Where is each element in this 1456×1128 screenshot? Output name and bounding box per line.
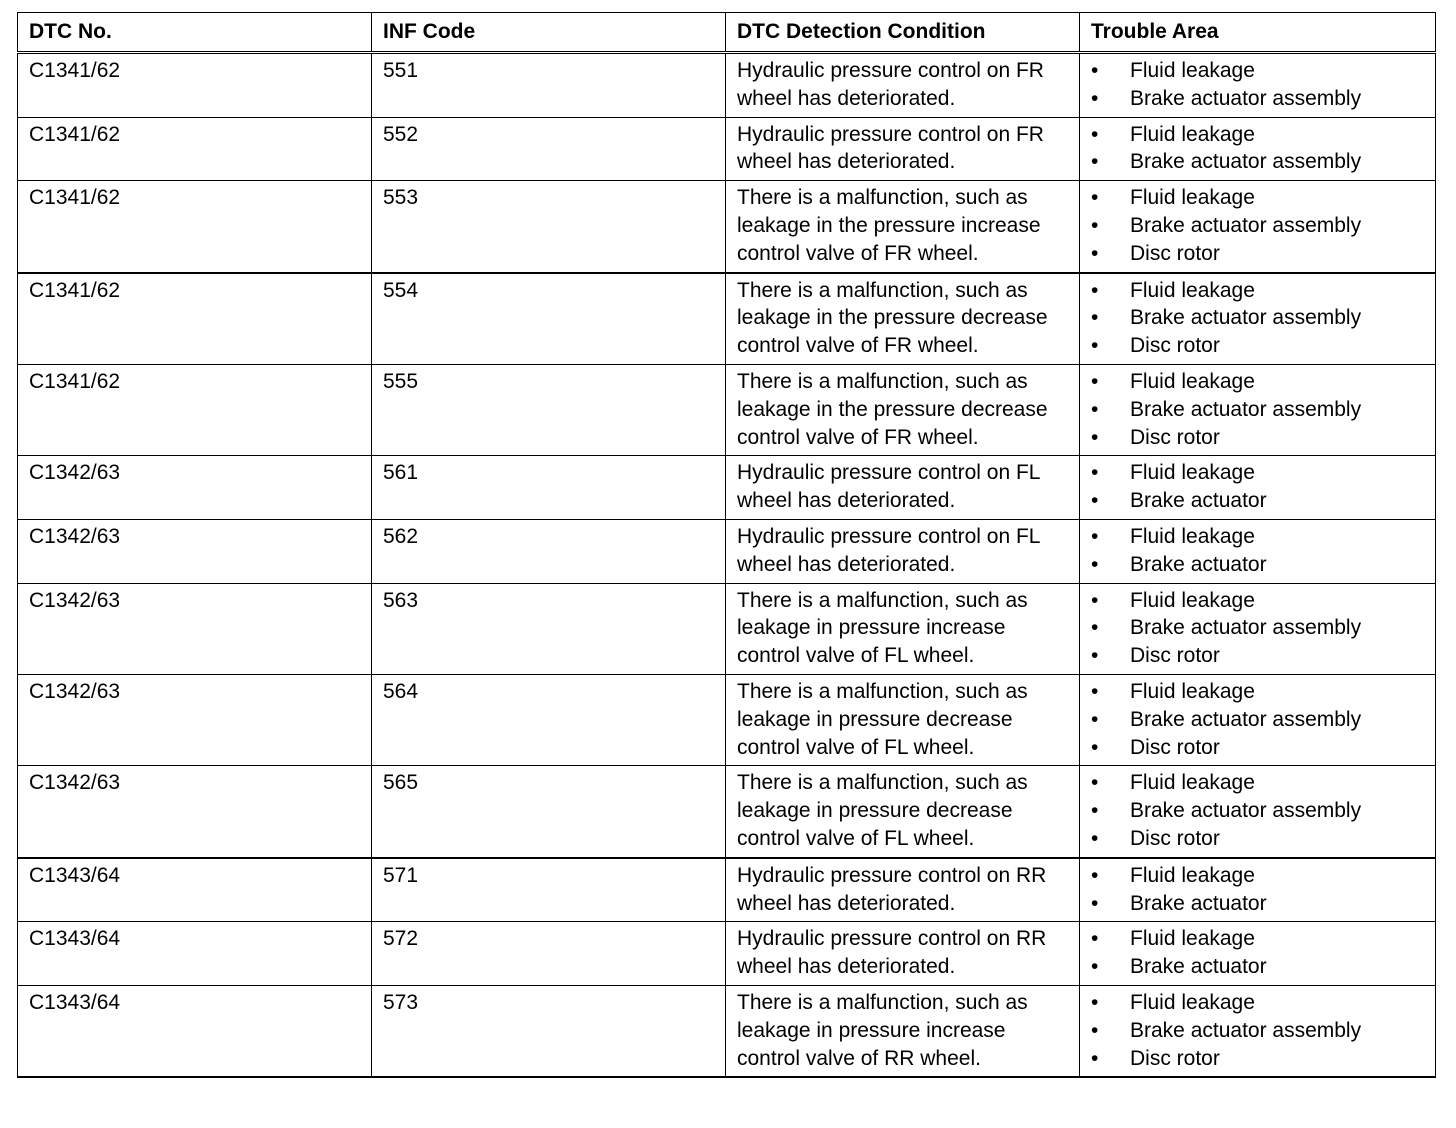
trouble-area-cell xyxy=(1080,519,1436,583)
bullet-icon: • xyxy=(1091,122,1099,146)
trouble-area-text: Brake actuator assembly xyxy=(1130,397,1362,421)
table-row xyxy=(18,674,1436,765)
trouble-area-list xyxy=(1091,368,1425,451)
trouble-area-text: Brake actuator xyxy=(1130,955,1267,979)
trouble-area-text: Brake actuator xyxy=(1130,891,1267,915)
trouble-area-cell xyxy=(1080,674,1436,765)
dtc-no-cell: C1342/63 xyxy=(18,766,372,858)
trouble-area-text: Fluid leakage xyxy=(1130,771,1255,795)
bullet-icon: • xyxy=(1091,588,1099,612)
bullet-icon: • xyxy=(1091,278,1099,302)
trouble-area-item xyxy=(1091,121,1425,149)
header-detection-condition: DTC Detection Condition xyxy=(726,13,1080,53)
trouble-area-text: Disc rotor xyxy=(1130,644,1220,668)
bullet-icon: • xyxy=(1091,891,1099,915)
trouble-area-item xyxy=(1091,332,1425,360)
inf-code-cell: 573 xyxy=(372,985,726,1077)
table-row xyxy=(18,456,1436,520)
trouble-area-item xyxy=(1091,797,1425,825)
table-row xyxy=(18,364,1436,455)
trouble-area-text: Disc rotor xyxy=(1130,1046,1220,1070)
trouble-area-item xyxy=(1091,148,1425,176)
detection-condition-cell: There is a malfunction, such as leakage in pressure increase control valve of FL wheel. xyxy=(726,583,1080,674)
trouble-area-item xyxy=(1091,396,1425,424)
table-row xyxy=(18,53,1436,118)
trouble-area-text: Fluid leakage xyxy=(1130,588,1255,612)
table-row xyxy=(18,583,1436,674)
dtc-no-cell: C1343/64 xyxy=(18,985,372,1077)
trouble-area-text: Fluid leakage xyxy=(1130,122,1255,146)
trouble-area-text: Fluid leakage xyxy=(1130,863,1255,887)
header-trouble-area: Trouble Area xyxy=(1080,13,1436,53)
trouble-area-text: Brake actuator assembly xyxy=(1130,150,1362,174)
trouble-area-text: Brake actuator assembly xyxy=(1130,213,1362,237)
trouble-area-list xyxy=(1091,459,1425,515)
trouble-area-text: Fluid leakage xyxy=(1130,679,1255,703)
dtc-no-cell: C1341/62 xyxy=(18,53,372,118)
dtc-no-cell: C1341/62 xyxy=(18,364,372,455)
inf-code-cell: 552 xyxy=(372,117,726,181)
table-row xyxy=(18,766,1436,858)
trouble-area-cell xyxy=(1080,858,1436,922)
trouble-area-item xyxy=(1091,925,1425,953)
trouble-area-list xyxy=(1091,862,1425,918)
trouble-area-text: Brake actuator assembly xyxy=(1130,616,1362,640)
detection-condition-cell: Hydraulic pressure control on RR wheel has deteriorated. xyxy=(726,922,1080,986)
trouble-area-item xyxy=(1091,614,1425,642)
table-row xyxy=(18,985,1436,1077)
table-row xyxy=(18,181,1436,273)
dtc-no-cell: C1342/63 xyxy=(18,456,372,520)
bullet-icon: • xyxy=(1091,1018,1099,1042)
bullet-icon: • xyxy=(1091,707,1099,731)
bullet-icon: • xyxy=(1091,241,1099,265)
trouble-area-item xyxy=(1091,825,1425,853)
dtc-no-cell: C1341/62 xyxy=(18,117,372,181)
inf-code-cell: 571 xyxy=(372,858,726,922)
trouble-area-item xyxy=(1091,706,1425,734)
trouble-area-item xyxy=(1091,304,1425,332)
trouble-area-item xyxy=(1091,277,1425,305)
trouble-area-text: Disc rotor xyxy=(1130,241,1220,265)
inf-code-cell: 555 xyxy=(372,364,726,455)
detection-condition-cell: Hydraulic pressure control on FL wheel has deteriorated. xyxy=(726,519,1080,583)
trouble-area-item xyxy=(1091,212,1425,240)
trouble-area-text: Brake actuator assembly xyxy=(1130,799,1362,823)
trouble-area-item xyxy=(1091,734,1425,762)
trouble-area-text: Brake actuator assembly xyxy=(1130,1018,1362,1042)
detection-condition-cell: There is a malfunction, such as leakage in pressure decrease control valve of FL wheel. xyxy=(726,674,1080,765)
trouble-area-text: Disc rotor xyxy=(1130,334,1220,358)
trouble-area-cell xyxy=(1080,53,1436,118)
detection-condition-cell: There is a malfunction, such as leakage in the pressure decrease control valve of FR wheel. xyxy=(726,273,1080,365)
trouble-area-text: Brake actuator xyxy=(1130,489,1267,513)
trouble-area-text: Disc rotor xyxy=(1130,735,1220,759)
trouble-area-item xyxy=(1091,890,1425,918)
trouble-area-item xyxy=(1091,587,1425,615)
bullet-icon: • xyxy=(1091,425,1099,449)
bullet-icon: • xyxy=(1091,59,1099,82)
dtc-no-cell: C1341/62 xyxy=(18,181,372,273)
header-inf-code: INF Code xyxy=(372,13,726,53)
trouble-area-item xyxy=(1091,989,1425,1017)
trouble-area-item xyxy=(1091,240,1425,268)
bullet-icon: • xyxy=(1091,150,1099,174)
trouble-area-item xyxy=(1091,487,1425,515)
trouble-area-text: Fluid leakage xyxy=(1130,278,1255,302)
trouble-area-item xyxy=(1091,459,1425,487)
bullet-icon: • xyxy=(1091,369,1099,393)
trouble-area-cell xyxy=(1080,364,1436,455)
trouble-area-cell xyxy=(1080,273,1436,365)
trouble-area-cell xyxy=(1080,985,1436,1077)
trouble-area-list xyxy=(1091,989,1425,1072)
trouble-area-list xyxy=(1091,769,1425,852)
trouble-area-item xyxy=(1091,85,1425,113)
table-row xyxy=(18,858,1436,922)
dtc-no-cell: C1342/63 xyxy=(18,674,372,765)
table-row xyxy=(18,117,1436,181)
trouble-area-list xyxy=(1091,121,1425,177)
bullet-icon: • xyxy=(1091,1046,1099,1070)
dtc-no-cell: C1342/63 xyxy=(18,583,372,674)
trouble-area-text: Fluid leakage xyxy=(1130,369,1255,393)
trouble-area-item xyxy=(1091,523,1425,551)
detection-condition-cell: Hydraulic pressure control on FR wheel has deteriorated. xyxy=(726,53,1080,118)
trouble-area-list xyxy=(1091,184,1425,267)
trouble-area-item xyxy=(1091,551,1425,579)
trouble-area-cell xyxy=(1080,456,1436,520)
dtc-no-cell: C1341/62 xyxy=(18,273,372,365)
inf-code-cell: 572 xyxy=(372,922,726,986)
trouble-area-list xyxy=(1091,678,1425,761)
detection-condition-cell: Hydraulic pressure control on FL wheel has deteriorated. xyxy=(726,456,1080,520)
trouble-area-item xyxy=(1091,1045,1425,1073)
inf-code-cell: 565 xyxy=(372,766,726,858)
inf-code-cell: 554 xyxy=(372,273,726,365)
trouble-area-text: Fluid leakage xyxy=(1130,927,1255,951)
trouble-area-cell xyxy=(1080,117,1436,181)
trouble-area-text: Fluid leakage xyxy=(1130,461,1255,485)
trouble-area-text: Brake actuator assembly xyxy=(1130,306,1362,330)
bullet-icon: • xyxy=(1091,955,1099,979)
trouble-area-item xyxy=(1091,1017,1425,1045)
trouble-area-text: Fluid leakage xyxy=(1130,990,1255,1014)
bullet-icon: • xyxy=(1091,552,1099,576)
header-dtc-no: DTC No. xyxy=(18,13,372,53)
dtc-no-cell: C1343/64 xyxy=(18,858,372,922)
bullet-icon: • xyxy=(1091,927,1099,951)
detection-condition-cell: Hydraulic pressure control on RR wheel has deteriorated. xyxy=(726,858,1080,922)
trouble-area-text: Brake actuator assembly xyxy=(1130,86,1362,110)
table-body xyxy=(18,53,1436,1078)
detection-condition-cell: There is a malfunction, such as leakage in the pressure decrease control valve of FR wheel. xyxy=(726,364,1080,455)
trouble-area-item xyxy=(1091,642,1425,670)
inf-code-cell: 561 xyxy=(372,456,726,520)
bullet-icon: • xyxy=(1091,826,1099,850)
trouble-area-list xyxy=(1091,57,1425,113)
bullet-icon: • xyxy=(1091,461,1099,485)
trouble-area-list xyxy=(1091,523,1425,579)
bullet-icon: • xyxy=(1091,771,1099,795)
trouble-area-text: Disc rotor xyxy=(1130,826,1220,850)
bullet-icon: • xyxy=(1091,213,1099,237)
table-row xyxy=(18,922,1436,986)
trouble-area-cell xyxy=(1080,181,1436,273)
detection-condition-cell: There is a malfunction, such as leakage in pressure decrease control valve of FL wheel. xyxy=(726,766,1080,858)
trouble-area-item xyxy=(1091,184,1425,212)
trouble-area-text: Brake actuator xyxy=(1130,552,1267,576)
table-row xyxy=(18,273,1436,365)
trouble-area-list xyxy=(1091,587,1425,670)
trouble-area-item xyxy=(1091,424,1425,452)
trouble-area-item xyxy=(1091,678,1425,706)
trouble-area-list xyxy=(1091,277,1425,360)
trouble-area-text: Disc rotor xyxy=(1130,425,1220,449)
bullet-icon: • xyxy=(1091,735,1099,759)
detection-condition-cell: There is a malfunction, such as leakage in pressure increase control valve of RR wheel. xyxy=(726,985,1080,1077)
bullet-icon: • xyxy=(1091,306,1099,330)
bullet-icon: • xyxy=(1091,990,1099,1014)
trouble-area-text: Fluid leakage xyxy=(1130,186,1255,210)
table-row xyxy=(18,519,1436,583)
inf-code-cell: 563 xyxy=(372,583,726,674)
dtc-no-cell: C1342/63 xyxy=(18,519,372,583)
bullet-icon: • xyxy=(1091,799,1099,823)
bullet-icon: • xyxy=(1091,397,1099,421)
dtc-no-cell: C1343/64 xyxy=(18,922,372,986)
bullet-icon: • xyxy=(1091,616,1099,640)
trouble-area-text: Brake actuator assembly xyxy=(1130,707,1362,731)
bullet-icon: • xyxy=(1091,489,1099,513)
trouble-area-item xyxy=(1091,57,1425,85)
inf-code-cell: 564 xyxy=(372,674,726,765)
trouble-area-text: Fluid leakage xyxy=(1130,524,1255,548)
inf-code-cell: 551 xyxy=(372,53,726,118)
inf-code-cell: 562 xyxy=(372,519,726,583)
trouble-area-list xyxy=(1091,925,1425,981)
bullet-icon: • xyxy=(1091,863,1099,887)
detection-condition-cell: There is a malfunction, such as leakage in the pressure increase control valve of FR wheel. xyxy=(726,181,1080,273)
trouble-area-cell xyxy=(1080,583,1436,674)
dtc-table xyxy=(17,12,1436,1078)
inf-code-cell: 553 xyxy=(372,181,726,273)
bullet-icon: • xyxy=(1091,86,1099,110)
trouble-area-text: Fluid leakage xyxy=(1130,59,1255,82)
trouble-area-item xyxy=(1091,368,1425,396)
bullet-icon: • xyxy=(1091,524,1099,548)
bullet-icon: • xyxy=(1091,644,1099,668)
bullet-icon: • xyxy=(1091,679,1099,703)
table-header-row xyxy=(18,13,1436,53)
trouble-area-item xyxy=(1091,862,1425,890)
trouble-area-item xyxy=(1091,953,1425,981)
trouble-area-cell xyxy=(1080,922,1436,986)
trouble-area-item xyxy=(1091,769,1425,797)
bullet-icon: • xyxy=(1091,334,1099,358)
trouble-area-cell xyxy=(1080,766,1436,858)
detection-condition-cell: Hydraulic pressure control on FR wheel has deteriorated. xyxy=(726,117,1080,181)
bullet-icon: • xyxy=(1091,186,1099,210)
